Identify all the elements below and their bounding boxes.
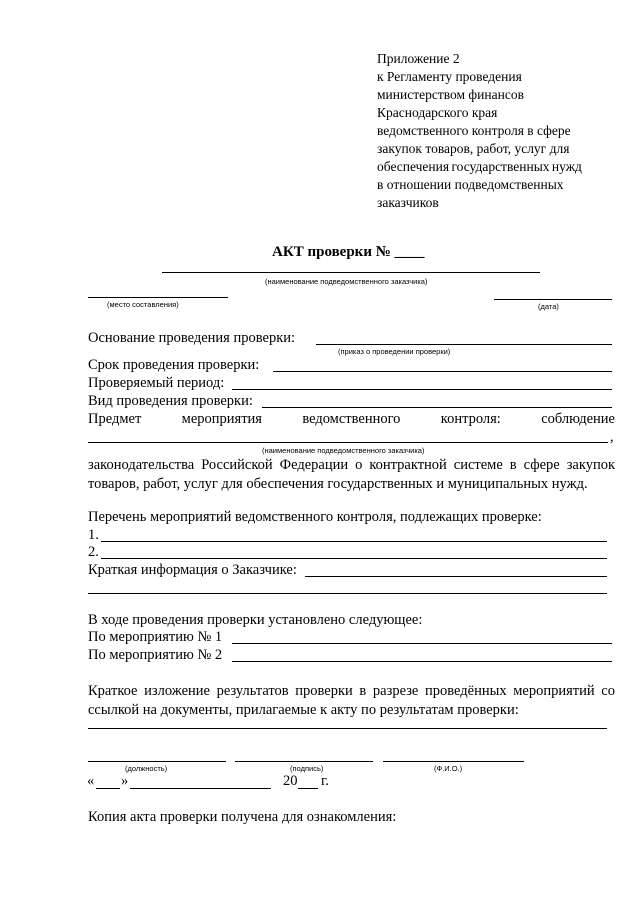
appendix-line: в отношении подведомственных xyxy=(377,177,564,192)
date-caption: (дата) xyxy=(538,302,559,311)
basis-caption: (приказ о проведении проверки) xyxy=(338,347,451,356)
appendix-line: к Регламенту проведения xyxy=(377,69,522,84)
place-line xyxy=(88,297,228,298)
date-suffix: г. xyxy=(321,773,329,789)
summary-line xyxy=(88,728,607,729)
signature-caption: (подпись) xyxy=(290,764,324,773)
date-year: 20 xyxy=(283,773,298,789)
appendix-line: министерством финансов xyxy=(377,87,524,102)
check-period-line xyxy=(273,371,612,372)
customer-info-label: Краткая информация о Заказчике: xyxy=(88,562,297,578)
customer-caption: (наименование подведомственного заказчика) xyxy=(265,277,428,286)
checked-period-label: Проверяемый период: xyxy=(88,375,225,391)
checked-period-line xyxy=(232,389,612,390)
subject-text: законодательства Российской Федерации о контрактной системе в сфере закупок товаров, работ, услуг для обеспечения государственных и муниципальных нужд. xyxy=(88,457,615,492)
finding-1-label: По мероприятию № 1 xyxy=(88,629,223,645)
date-year-line xyxy=(298,788,318,789)
fio-line xyxy=(383,761,524,762)
measure-2-label: 2. xyxy=(88,544,99,560)
subject-row xyxy=(88,410,615,429)
measures-label: Перечень мероприятий ведомственного контроля, подлежащих проверке: xyxy=(88,509,542,525)
document-title: АКТ проверки № ____ xyxy=(272,244,425,260)
appendix-line: Краснодарского края xyxy=(377,105,498,120)
summary-text: Краткое изложение результатов проверки в разрезе проведённых мероприятий со ссылкой на документы, прилагаемые к акту по результатам проверки: xyxy=(88,683,615,718)
appendix-line: обеспечения государственных нужд xyxy=(377,159,582,174)
customer-info-line xyxy=(305,576,607,577)
measure-1-label: 1. xyxy=(88,527,99,543)
position-line xyxy=(88,761,226,762)
fio-caption: (Ф.И.О.) xyxy=(434,764,463,773)
findings-label: В ходе проведения проверки установлено следующее: xyxy=(88,612,423,628)
date-month-line xyxy=(130,788,271,789)
appendix-line: Приложение 2 xyxy=(377,51,460,66)
date-day-line xyxy=(96,788,120,789)
check-type-label: Вид проведения проверки: xyxy=(88,393,253,409)
subject-caption: (наименование подведомственного заказчика) xyxy=(262,446,425,455)
check-period-label: Срок проведения проверки: xyxy=(88,357,260,373)
finding-1-line xyxy=(232,643,612,644)
finding-2-line xyxy=(232,661,612,662)
check-type-line xyxy=(262,407,612,408)
signature-line xyxy=(235,761,373,762)
date-open-quote: « xyxy=(87,773,95,789)
subject-word: соблюдение xyxy=(541,411,615,427)
subject-word: мероприятия xyxy=(181,411,262,427)
appendix-block xyxy=(377,50,582,212)
subject-word: ведомственного xyxy=(302,411,401,427)
appendix-line: заказчиков xyxy=(377,195,439,210)
date-close-quote: » xyxy=(121,773,129,789)
customer-name-line xyxy=(162,272,540,273)
customer-info-line-2 xyxy=(88,593,607,594)
subject-customer-line xyxy=(88,442,608,443)
basis-label: Основание проведения проверки: xyxy=(88,330,296,346)
subject-word: контроля: xyxy=(440,411,501,427)
measure-1-line xyxy=(101,541,607,542)
date-line xyxy=(494,299,612,300)
subject-comma: , xyxy=(610,429,614,445)
appendix-line: закупок товаров, работ, услуг для xyxy=(377,141,570,156)
measure-2-line xyxy=(101,558,607,559)
subject-word: Предмет xyxy=(88,411,142,427)
basis-line xyxy=(316,344,612,345)
appendix-line: ведомственного контроля в сфере xyxy=(377,123,571,138)
finding-2-label: По мероприятию № 2 xyxy=(88,647,223,663)
position-caption: (должность) xyxy=(125,764,168,773)
copy-received-text: Копия акта проверки получена для ознакомления: xyxy=(88,809,397,825)
place-caption: (место составления) xyxy=(107,300,179,309)
